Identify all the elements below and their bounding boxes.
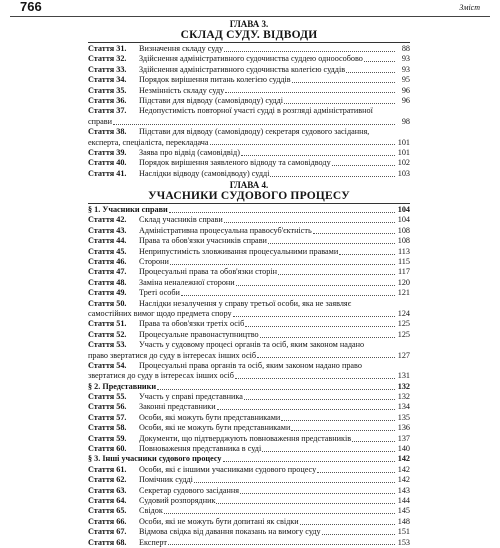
page-ref: 96 xyxy=(401,95,410,105)
page-ref: 131 xyxy=(397,371,410,381)
article-label: Стаття 40. xyxy=(88,158,127,168)
page-ref: 117 xyxy=(398,267,410,277)
article-title-continued: звертатися до суду в інтересах інших осіб xyxy=(88,371,234,381)
page-ref: 142 xyxy=(397,464,410,474)
article-title: Особи, які не можуть бути представниками xyxy=(139,423,291,433)
article-label: Стаття 34. xyxy=(88,75,127,85)
article-title: Права та обов'язки третіх осіб xyxy=(139,319,245,329)
article-label: Стаття 39. xyxy=(88,147,127,157)
article-title-continued: самостійних вимог щодо предмета спору xyxy=(88,308,232,318)
page-header xyxy=(10,0,490,17)
page-ref: 108 xyxy=(397,225,410,235)
toc-entry[interactable] xyxy=(88,444,410,454)
article-label: Стаття 54. xyxy=(88,360,127,370)
article-title: Сторони xyxy=(139,257,169,267)
toc-entry[interactable] xyxy=(88,527,410,537)
article-label: Стаття 60. xyxy=(88,444,127,454)
section-3-entries xyxy=(88,465,410,548)
article-label: Стаття 64. xyxy=(88,496,127,505)
page-ref: 137 xyxy=(397,433,410,443)
article-label: Стаття 56. xyxy=(88,402,127,412)
article-title-continued: справи xyxy=(88,116,112,126)
page-ref: 125 xyxy=(397,329,410,339)
toc-entry[interactable] xyxy=(88,517,410,527)
article-title: Підстави для відводу (самовідводу) секретаря судового засідання, xyxy=(139,127,370,137)
article-title: Особи, які можуть бути представниками xyxy=(139,412,281,422)
toc-entry[interactable] xyxy=(88,434,410,444)
toc-entry[interactable] xyxy=(88,226,410,236)
article-label: Стаття 42. xyxy=(88,215,127,225)
article-title: Повноваження представника в суді xyxy=(139,444,262,454)
page-ref: 101 xyxy=(397,147,410,157)
toc-entry[interactable] xyxy=(88,267,410,277)
chapter-3-subtitle: СКЛАД СУДУ. ВІДВОДИ xyxy=(180,29,318,41)
article-title: Експерт xyxy=(139,537,167,547)
article-label: Стаття 61. xyxy=(88,464,127,474)
article-title: Участь у справі представника xyxy=(139,392,243,402)
page-ref: 145 xyxy=(397,506,410,516)
article-title: Неприпустимість зловживання процесуальними правами xyxy=(139,246,339,256)
article-label: Стаття 63. xyxy=(88,485,127,495)
article-label: Стаття 52. xyxy=(88,329,127,339)
article-title: Законні представники xyxy=(139,402,216,412)
page-ref: 95 xyxy=(401,75,410,85)
toc-entry[interactable] xyxy=(88,475,410,485)
page-ref: 120 xyxy=(397,277,410,287)
toc-entry[interactable] xyxy=(88,330,410,340)
toc-entry[interactable] xyxy=(88,54,410,64)
article-label: Стаття 41. xyxy=(88,168,127,178)
page-ref: 151 xyxy=(397,527,410,537)
article-label: Стаття 59. xyxy=(88,433,127,443)
article-title: Участь у судовому процесі органів та осіб, яким законом надано xyxy=(139,340,365,350)
toc-entry[interactable] xyxy=(88,299,410,320)
toc-entry[interactable] xyxy=(88,496,410,506)
chapter-4-rule xyxy=(88,203,410,204)
toc-entry[interactable] xyxy=(88,215,410,225)
page-ref: 101 xyxy=(397,137,410,147)
article-title: Здійснення адміністративного судочинства суддею одноособово xyxy=(139,54,363,64)
article-title: Заява про відвід (самовідвід) xyxy=(139,147,240,157)
article-label: Стаття 37. xyxy=(88,106,127,116)
article-title: Процесуальне правонаступництво xyxy=(139,329,259,339)
page-ref: 98 xyxy=(401,116,410,126)
article-label: Стаття 66. xyxy=(88,516,127,526)
toc-entry[interactable] xyxy=(88,236,410,246)
toc-entry[interactable] xyxy=(88,413,410,423)
toc-entry[interactable] xyxy=(88,538,410,548)
article-label: Стаття 45. xyxy=(88,246,127,256)
article-title: Порядок вирішення питань колегією суддів xyxy=(139,75,291,85)
toc-entry[interactable] xyxy=(88,361,410,382)
page-ref: 135 xyxy=(397,412,410,422)
toc-entry[interactable] xyxy=(88,148,410,158)
page-number: 766 xyxy=(20,0,42,14)
page-ref: 88 xyxy=(401,43,410,53)
page-ref: 148 xyxy=(397,516,410,526)
page-ref: 127 xyxy=(397,350,410,360)
article-label: Стаття 36. xyxy=(88,95,127,105)
toc-entry[interactable] xyxy=(88,340,410,361)
toc-entry[interactable] xyxy=(88,288,410,298)
article-title: Склад учасників справи xyxy=(139,215,223,225)
running-title: Зміст xyxy=(459,3,480,12)
article-label: Стаття 57. xyxy=(88,412,127,422)
toc-entry[interactable] xyxy=(88,278,410,288)
toc-entry[interactable] xyxy=(88,75,410,85)
article-title: Порядок вирішення заявленого відводу та самовідводу xyxy=(139,158,331,168)
toc-entry[interactable] xyxy=(88,106,410,127)
article-label: Стаття 33. xyxy=(88,64,127,74)
article-label: Стаття 32. xyxy=(88,54,127,64)
article-title: Адміністративна процесуальна правосуб'єктність xyxy=(139,225,312,235)
toc-entry[interactable] xyxy=(88,44,410,54)
article-title: Помічник судді xyxy=(139,475,193,485)
article-title: Визначення складу суду xyxy=(139,43,224,53)
page-ref: 96 xyxy=(401,85,410,95)
toc-entry[interactable] xyxy=(88,319,410,329)
article-label: Стаття 62. xyxy=(88,475,127,485)
toc-entry[interactable] xyxy=(88,127,410,148)
page-ref: 144 xyxy=(397,496,410,505)
chapter-3-rule xyxy=(88,42,410,43)
article-title: Документи, що підтверджують повноваження представників xyxy=(139,433,352,443)
section-3-heading[interactable]: § 3. Інші учасники судового процесу 142 xyxy=(88,454,410,464)
page-ref: 115 xyxy=(398,257,410,267)
toc-entry[interactable] xyxy=(88,486,410,496)
article-title: Особи, які не можуть бути допитані як свідки xyxy=(139,516,299,526)
section-1-heading[interactable]: § 1. Учасники справи 104 xyxy=(88,205,410,215)
page-ref: 142 xyxy=(397,475,410,485)
section-1-entries xyxy=(88,215,410,381)
toc-entry[interactable] xyxy=(88,86,410,96)
page-ref: 121 xyxy=(397,288,410,298)
article-label: Стаття 48. xyxy=(88,277,127,287)
toc-entry[interactable] xyxy=(88,169,410,179)
article-title: Незмінність складу суду xyxy=(139,85,225,95)
page-ref: 124 xyxy=(397,308,410,318)
toc-entry[interactable] xyxy=(88,247,410,257)
article-label: Стаття 44. xyxy=(88,236,127,246)
chapter-3-entries xyxy=(88,44,410,179)
article-label: Стаття 67. xyxy=(88,527,127,537)
page-ref: 153 xyxy=(397,537,410,547)
article-label: Стаття 47. xyxy=(88,267,127,277)
toc-entry[interactable] xyxy=(88,506,410,516)
article-title: Свідок xyxy=(139,506,163,516)
article-title: Процесуальні права органів та осіб, яким законом надано право xyxy=(139,360,362,370)
page-ref: 143 xyxy=(397,485,410,495)
article-title: Процесуальні права та обов'язки сторін xyxy=(139,267,278,277)
toc-entry[interactable] xyxy=(88,257,410,267)
article-label: Стаття 50. xyxy=(88,298,127,308)
article-title: Секретар судового засідання xyxy=(139,485,240,495)
article-label: Стаття 35. xyxy=(88,85,127,95)
page-ref: 125 xyxy=(397,319,410,329)
article-title: Здійснення адміністративного судочинства колегією суддів xyxy=(139,64,346,74)
page-ref: 113 xyxy=(398,246,410,256)
toc-entry[interactable] xyxy=(88,423,410,433)
article-title: Заміна неналежної сторони xyxy=(139,277,235,287)
article-label: Стаття 31. xyxy=(88,43,127,53)
page-ref: 136 xyxy=(397,423,410,433)
article-label: Стаття 68. xyxy=(88,537,127,547)
article-label: Стаття 55. xyxy=(88,392,127,402)
toc-entry[interactable] xyxy=(88,465,410,475)
toc-entry[interactable] xyxy=(88,392,410,402)
toc-entry[interactable] xyxy=(88,65,410,75)
table-of-contents xyxy=(88,19,410,548)
page-ref: 108 xyxy=(397,236,410,246)
toc-entry[interactable] xyxy=(88,96,410,106)
article-title: Наслідки відводу (самовідводу) судді xyxy=(139,168,270,178)
article-label: Стаття 51. xyxy=(88,319,127,329)
article-title: Права та обов'язки учасників справи xyxy=(139,236,267,246)
article-title-continued: експерта, спеціаліста, перекладача xyxy=(88,137,209,147)
article-label: Стаття 65. xyxy=(88,506,127,516)
article-title-continued: право звертатися до суду в інтересах інших осіб xyxy=(88,350,257,360)
page-ref: 132 xyxy=(397,392,410,402)
article-label: Стаття 49. xyxy=(88,288,127,298)
article-label: Стаття 46. xyxy=(88,257,127,267)
article-title: Наслідки незалучення у справу третьої особи, яка не заявляє xyxy=(139,298,352,308)
article-label: Стаття 43. xyxy=(88,225,127,235)
chapter-4-subtitle: УЧАСНИКИ СУДОВОГО ПРОЦЕСУ xyxy=(148,190,350,203)
page-ref: 102 xyxy=(397,158,410,168)
article-label: Стаття 58. xyxy=(88,423,127,433)
section-2-heading[interactable]: § 2. Представники 132 xyxy=(88,381,410,391)
toc-entry[interactable] xyxy=(88,158,410,168)
article-title: Підстави для відводу (самовідводу) судді xyxy=(139,95,284,105)
article-title: Судовий розпорядник xyxy=(139,496,216,505)
page-ref: 104 xyxy=(397,215,410,225)
page-ref: 140 xyxy=(397,444,410,454)
section-2-entries xyxy=(88,392,410,454)
toc-entry[interactable] xyxy=(88,403,410,413)
article-title: Відмова свідка від давання показань на вимогу суду xyxy=(139,527,321,537)
article-title: Недопустимість повторної участі судді в розгляді адміністративної xyxy=(139,106,373,116)
chapter-4-title: ГЛАВА 4. xyxy=(229,180,269,191)
page-ref: 93 xyxy=(401,64,410,74)
article-label: Стаття 38. xyxy=(88,127,127,137)
article-title: Особи, які є іншими учасниками судового процесу xyxy=(139,464,317,474)
page-ref: 134 xyxy=(397,402,410,412)
chapter-3-title: ГЛАВА 3. xyxy=(229,19,269,29)
page-ref: 93 xyxy=(401,54,410,64)
page-ref: 103 xyxy=(397,168,410,178)
article-label: Стаття 53. xyxy=(88,340,127,350)
article-title: Треті особи xyxy=(139,288,180,298)
